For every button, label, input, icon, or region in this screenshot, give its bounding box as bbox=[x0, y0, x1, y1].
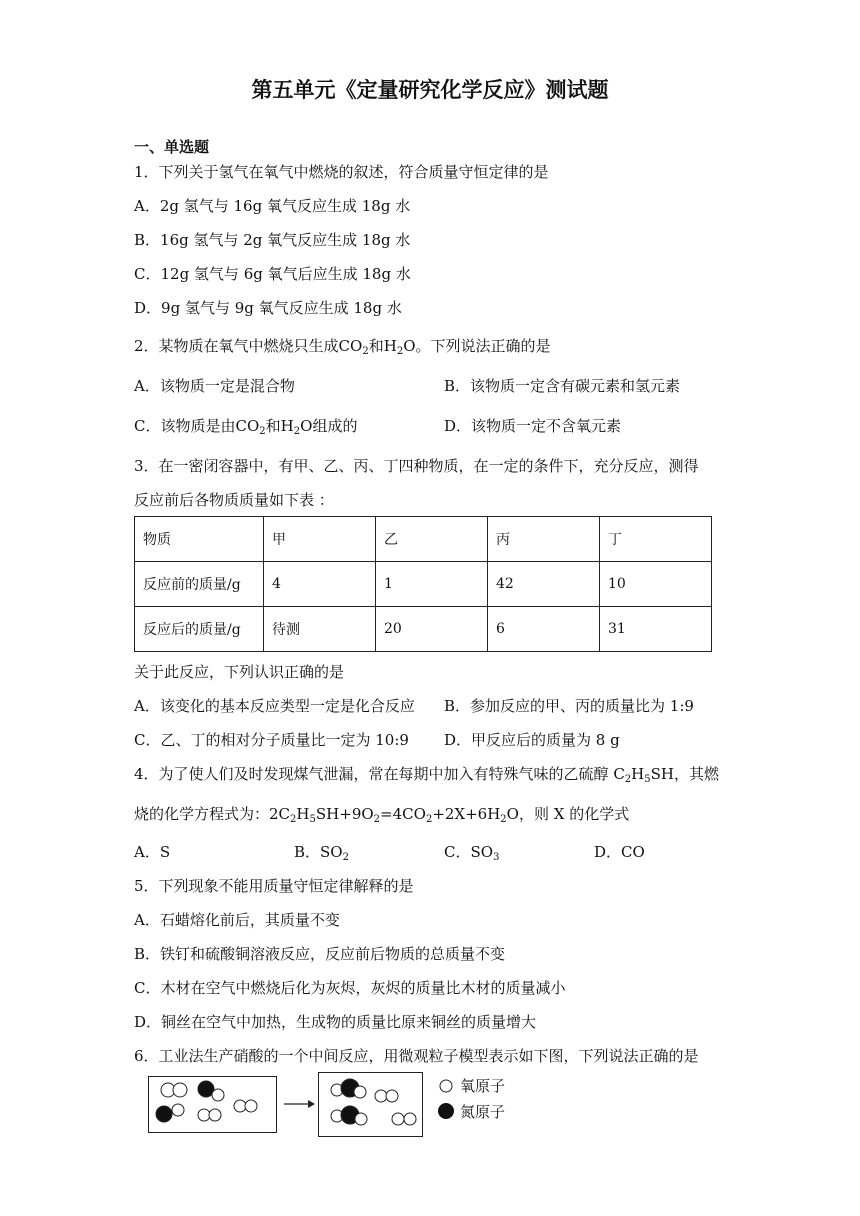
q4-option-b[interactable] bbox=[294, 842, 349, 862]
q3-stem-2: 反应前后各物质质量如下表 ： bbox=[134, 491, 334, 509]
q5-option-b[interactable]: B．铁钉和硫酸铜溶液反应，反应前后物质的总质量不变 bbox=[134, 945, 506, 963]
q2-c-pre: C．该物质是由 bbox=[134, 417, 236, 435]
table-cell: 反应后的质量/g bbox=[135, 607, 264, 652]
q5-stem: 5．下列现象不能用质量守恒定律解释的是 bbox=[134, 877, 414, 895]
q4-stem-1-post: SH，其燃 bbox=[650, 765, 719, 783]
oxygen-atom bbox=[172, 1104, 184, 1116]
subscript: 2 bbox=[259, 426, 266, 437]
subscript: 3 bbox=[493, 852, 500, 863]
q3-option-c[interactable]: C．乙、丁的相对分子质量比一定为 10:9 bbox=[134, 731, 409, 749]
q4-stem-1 bbox=[134, 764, 719, 784]
table-cell: 待测 bbox=[264, 607, 376, 652]
chemical-equation bbox=[269, 805, 519, 823]
q2-and: 和 bbox=[368, 337, 384, 355]
q4-option-c[interactable] bbox=[444, 842, 499, 862]
formula-text: 2C bbox=[269, 805, 291, 823]
subscript: 2 bbox=[362, 346, 369, 357]
subscript: 2 bbox=[293, 426, 301, 437]
q2-stem bbox=[134, 336, 551, 356]
mass-table bbox=[134, 516, 712, 652]
q3-option-b[interactable]: B．参加反应的甲、丙的质量比为 1:9 bbox=[444, 697, 694, 715]
products-box bbox=[319, 1073, 423, 1137]
subscript: 5 bbox=[644, 774, 651, 785]
table-cell: 1 bbox=[376, 562, 488, 607]
table-cell: 4 bbox=[264, 562, 376, 607]
q3-option-a[interactable]: A．该变化的基本反应类型一定是化合反应 bbox=[134, 697, 415, 715]
particle-model-diagram bbox=[148, 1072, 528, 1138]
formula-text: H bbox=[296, 805, 310, 823]
q3-option-d[interactable]: D．甲反应后的质量为 8 g bbox=[444, 731, 620, 749]
oxygen-atom bbox=[198, 1109, 210, 1121]
formula-h2o bbox=[384, 337, 416, 355]
table-cell: 乙 bbox=[376, 517, 488, 562]
table-cell: 31 bbox=[600, 607, 712, 652]
q1-stem: 1．下列关于氢气在氧气中燃烧的叙述，符合质量守恒定律的是 bbox=[134, 163, 549, 181]
q2-stem-post: 。下列说法正确的是 bbox=[415, 337, 551, 355]
oxygen-atom bbox=[245, 1100, 257, 1112]
q2-option-c[interactable] bbox=[134, 416, 357, 436]
legend-nitrogen-label: 氮原子 bbox=[460, 1103, 506, 1121]
q5-option-a[interactable]: A．石蜡熔化前后，其质量不变 bbox=[134, 911, 340, 929]
table-cell: 丁 bbox=[600, 517, 712, 562]
q4-option-a[interactable]: A．S bbox=[134, 843, 171, 861]
subscript: 2 bbox=[500, 814, 507, 825]
arrow-head bbox=[308, 1100, 315, 1108]
table-cell: 物质 bbox=[135, 517, 264, 562]
table-cell: 10 bbox=[600, 562, 712, 607]
q4-stem-1-pre: 4．为了使人们及时发现煤气泄漏，常在每期中加入有特殊气味的乙硫醇 C bbox=[134, 765, 625, 783]
oxygen-atom bbox=[375, 1090, 387, 1102]
q2-c-post: 组成的 bbox=[312, 417, 358, 435]
q5-option-d[interactable]: D．铜丝在空气中加热，生成物的质量比原来铜丝的质量增大 bbox=[134, 1013, 537, 1031]
oxygen-atom bbox=[173, 1083, 187, 1097]
formula-text: O bbox=[403, 337, 416, 355]
q1-option-a[interactable]: A．2g 氢气与 16g 氧气反应生成 18g 水 bbox=[134, 197, 411, 215]
table-cell: 20 bbox=[376, 607, 488, 652]
table-row bbox=[135, 517, 712, 562]
formula-text: O bbox=[300, 417, 313, 435]
oxygen-atom bbox=[404, 1113, 416, 1125]
formula-text: H bbox=[631, 765, 645, 783]
table-cell: 甲 bbox=[264, 517, 376, 562]
q4-c-text: C．SO bbox=[444, 843, 494, 861]
table-row bbox=[135, 562, 712, 607]
q2-option-a[interactable]: A．该物质一定是混合物 bbox=[134, 377, 295, 395]
oxygen-atom bbox=[212, 1089, 224, 1101]
table-cell: 丙 bbox=[488, 517, 600, 562]
nitrogen-atom bbox=[156, 1106, 172, 1122]
subscript: 2 bbox=[290, 814, 297, 825]
formula-text: H bbox=[280, 417, 294, 435]
q2-and: 和 bbox=[265, 417, 281, 435]
oxygen-atom bbox=[386, 1090, 398, 1102]
table-cell: 42 bbox=[488, 562, 600, 607]
table-row bbox=[135, 607, 712, 652]
formula-text: =4CO bbox=[380, 805, 426, 823]
subscript: 2 bbox=[425, 814, 433, 825]
section-heading: 一、单选题 bbox=[134, 138, 210, 156]
subscript: 2 bbox=[342, 852, 349, 863]
q2-option-b[interactable]: B．该物质一定含有碳元素和氢元素 bbox=[444, 377, 681, 395]
subscript: 2 bbox=[373, 814, 381, 825]
table-cell: 反应前的质量/g bbox=[135, 562, 264, 607]
formula-text: H bbox=[383, 337, 397, 355]
q2-option-d[interactable]: D．该物质一定不含氧元素 bbox=[444, 417, 622, 435]
formula-text: O bbox=[506, 805, 519, 823]
q3-stem-3: 关于此反应，下列认识正确的是 bbox=[134, 663, 345, 681]
table-cell: 6 bbox=[488, 607, 600, 652]
q4-stem-2-post: ，则 X 的化学式 bbox=[518, 805, 630, 823]
q2-stem-pre: 2．某物质在氧气中燃烧只生成 bbox=[134, 337, 339, 355]
legend-oxygen-icon bbox=[440, 1080, 452, 1092]
oxygen-atom bbox=[209, 1109, 221, 1121]
q4-stem-2-pre: 烧的化学方程式为： bbox=[134, 805, 270, 823]
oxygen-atom bbox=[392, 1113, 404, 1125]
q4-b-text: B．SO bbox=[294, 843, 343, 861]
subscript: 5 bbox=[309, 814, 316, 825]
oxygen-atom bbox=[354, 1086, 366, 1098]
q4-stem-2 bbox=[134, 804, 629, 824]
subscript: 2 bbox=[396, 346, 404, 357]
oxygen-atom bbox=[234, 1100, 246, 1112]
q3-stem-1: 3．在一密闭容器中，有甲、乙、丙、丁四种物质，在一定的条件下，充分反应，测得 bbox=[134, 457, 699, 475]
oxygen-atom bbox=[355, 1113, 367, 1125]
legend-oxygen-label: 氧原子 bbox=[460, 1077, 506, 1095]
page-title: 第五单元《定量研究化学反应》测试题 bbox=[251, 78, 609, 102]
subscript: 2 bbox=[624, 774, 632, 785]
formula-text: CO bbox=[235, 417, 260, 435]
q5-option-c[interactable]: C．木材在空气中燃烧后化为灰烬，灰烬的质量比木材的质量减小 bbox=[134, 979, 566, 997]
q4-option-d[interactable]: D．CO bbox=[594, 843, 645, 861]
q1-option-b[interactable]: B．16g 氢气与 2g 氧气反应生成 18g 水 bbox=[134, 231, 411, 249]
formula-text: CO bbox=[338, 337, 363, 355]
formula-text: SH+9O bbox=[315, 805, 374, 823]
q1-option-c[interactable]: C．12g 氢气与 6g 氧气后应生成 18g 水 bbox=[134, 265, 411, 283]
formula-co2 bbox=[339, 337, 369, 355]
formula-text: +2X+6H bbox=[432, 805, 501, 823]
q1-option-d[interactable]: D．9g 氢气与 9g 氧气反应生成 18g 水 bbox=[134, 299, 402, 317]
legend-nitrogen-icon bbox=[438, 1103, 454, 1119]
q6-stem: 6．工业法生产硝酸的一个中间反应，用微观粒子模型表示如下图，下列说法正确的是 bbox=[134, 1047, 699, 1065]
